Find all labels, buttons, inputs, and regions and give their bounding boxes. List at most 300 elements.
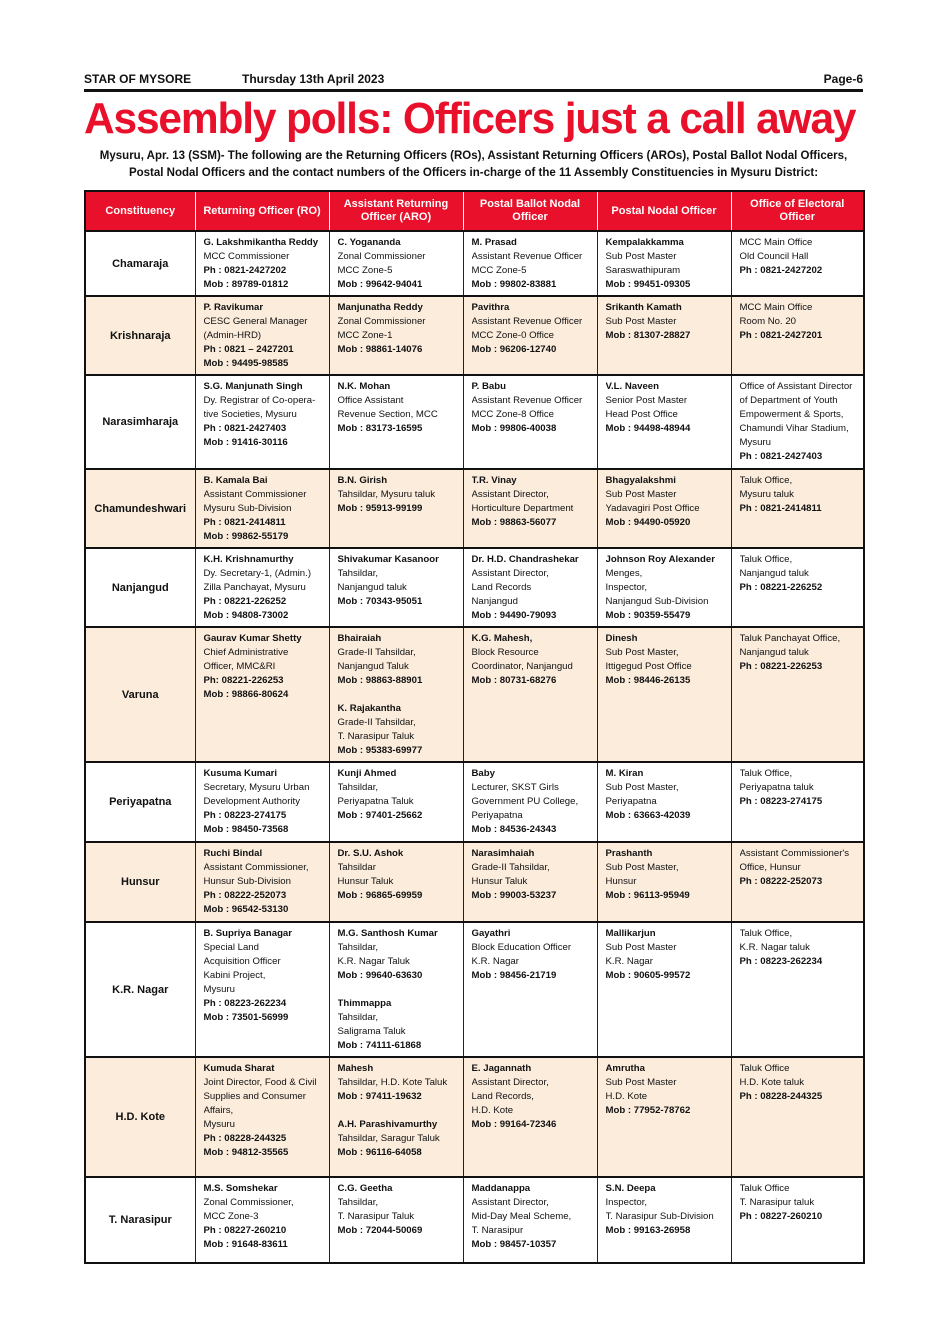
contact-number: Ph : 08222-252073 bbox=[739, 876, 823, 887]
officer-name: Pavithra bbox=[471, 302, 510, 313]
assistant-returning-officer-cell bbox=[329, 627, 463, 762]
contact-number: Mob : 96865-69959 bbox=[337, 890, 423, 901]
officer-detail: Ittigegud Post Office bbox=[605, 661, 692, 672]
officer-name: B. Supriya Banagar bbox=[203, 928, 293, 939]
contact-number: Mob : 94490-79093 bbox=[471, 610, 557, 621]
officer-detail: Zilla Panchayat, Mysuru bbox=[203, 582, 306, 593]
officer-detail: Menges, bbox=[605, 568, 643, 579]
assistant-returning-officer-cell bbox=[329, 231, 463, 296]
officer-detail: Periyapatna bbox=[605, 796, 657, 807]
officer-detail: H.D. Kote bbox=[471, 1105, 514, 1116]
table-row bbox=[85, 842, 864, 922]
officer-detail: Sub Post Master, bbox=[605, 782, 679, 793]
officer-detail: K.R. Nagar taluk bbox=[739, 942, 810, 953]
officer-detail: MCC Zone-1 bbox=[337, 330, 393, 341]
officer-detail: Horticulture Department bbox=[471, 503, 574, 514]
contact-number: Mob : 63663-42039 bbox=[605, 810, 691, 821]
officer-detail: Tahsildar, bbox=[337, 1197, 379, 1208]
contact-number: Mob : 99163-26958 bbox=[605, 1225, 691, 1236]
officer-detail: Assistant Revenue Officer bbox=[471, 395, 583, 406]
officer-entry bbox=[338, 1182, 457, 1238]
contact-number: Ph : 08221-226253 bbox=[739, 661, 823, 672]
officer-detail: Mid-Day Meal Scheme, bbox=[471, 1211, 572, 1222]
contact-number: Ph : 08227-260210 bbox=[739, 1211, 823, 1222]
officer-detail: Old Council Hall bbox=[739, 251, 809, 262]
officer-name: Amrutha bbox=[605, 1063, 645, 1074]
officer-detail: Assistant Director, bbox=[471, 1197, 549, 1208]
officer-detail: Head Post Office bbox=[605, 409, 678, 420]
officer-entry bbox=[740, 236, 858, 278]
officer-detail: Taluk Office bbox=[739, 1183, 790, 1194]
table-row bbox=[85, 231, 864, 296]
officer-detail: Periyapatna bbox=[471, 810, 523, 821]
contact-number: Ph : 0821-2427403 bbox=[203, 423, 287, 434]
officer-detail: Grade-II Tahsildar, bbox=[471, 862, 550, 873]
contact-number: Mob : 99802-83881 bbox=[471, 279, 557, 290]
officer-entry bbox=[338, 847, 457, 903]
officer-name: M. Prasad bbox=[471, 237, 517, 248]
officer-name: Mahesh bbox=[337, 1063, 374, 1074]
officer-detail: Taluk Office, bbox=[739, 768, 793, 779]
contact-number: Ph : 0821-2414811 bbox=[203, 517, 286, 528]
officer-detail: Assistant Revenue Officer bbox=[471, 316, 583, 327]
officer-detail: Assistant Director, bbox=[471, 568, 549, 579]
officer-entry bbox=[338, 236, 457, 292]
officer-entry bbox=[338, 1118, 457, 1160]
officer-entry bbox=[740, 474, 858, 516]
officer-detail: Room No. 20 bbox=[739, 316, 797, 327]
postal-nodal-officer-cell bbox=[597, 469, 731, 548]
electoral-office-cell bbox=[731, 375, 864, 469]
officer-entry bbox=[338, 380, 457, 436]
officer-detail: Affairs, bbox=[203, 1105, 234, 1116]
electoral-office-cell bbox=[731, 922, 864, 1057]
officer-detail: Taluk Panchayat Office, bbox=[739, 633, 841, 644]
officer-name: Baby bbox=[471, 768, 495, 779]
officer-entry bbox=[338, 1062, 457, 1104]
table-row bbox=[85, 922, 864, 1057]
constituency-name: Nanjangud bbox=[85, 548, 195, 627]
postal-nodal-officer-cell bbox=[597, 296, 731, 375]
contact-number: Ph : 08221-226252 bbox=[739, 582, 823, 593]
officer-entry bbox=[472, 301, 591, 357]
contact-number: Ph : 0821-2427202 bbox=[739, 265, 823, 276]
officer-detail: Senior Post Master bbox=[605, 395, 688, 406]
officer-detail: Assistant Director, bbox=[471, 1077, 549, 1088]
officer-name: Kumuda Sharat bbox=[203, 1063, 275, 1074]
officer-detail: tive Societies, Mysuru bbox=[203, 409, 297, 420]
postal-ballot-nodal-officer-cell bbox=[463, 469, 597, 548]
officer-name: A.H. Parashivamurthy bbox=[337, 1119, 438, 1130]
officer-entry bbox=[204, 380, 323, 450]
officer-entry bbox=[472, 553, 591, 623]
officer-detail: Chief Administrative bbox=[203, 647, 289, 658]
officer-name: M.G. Santhosh Kumar bbox=[337, 928, 438, 939]
returning-officer-cell bbox=[195, 296, 329, 375]
officer-detail: Officer, MMC&RI bbox=[203, 661, 276, 672]
officer-detail: Nanjangud taluk bbox=[337, 582, 407, 593]
electoral-office-cell bbox=[731, 1177, 864, 1263]
column-header-electoral-office: Office of Electoral Officer bbox=[731, 191, 864, 231]
table-body bbox=[85, 231, 864, 1263]
officer-detail: Inspector, bbox=[605, 582, 648, 593]
postal-nodal-officer-cell bbox=[597, 762, 731, 842]
officer-detail: Mysuru Sub-Division bbox=[203, 503, 292, 514]
officer-detail: MCC Zone-0 Office bbox=[471, 330, 554, 341]
electoral-office-cell bbox=[731, 1057, 864, 1177]
officer-detail: Taluk Office, bbox=[739, 554, 793, 565]
postal-nodal-officer-cell bbox=[597, 548, 731, 627]
contact-number: Ph : 0821 – 2427201 bbox=[203, 344, 294, 355]
officer-entry bbox=[338, 301, 457, 357]
officer-name: Mallikarjun bbox=[605, 928, 656, 939]
officer-detail: Sub Post Master, bbox=[605, 647, 679, 658]
contact-number: Ph : 08227-260210 bbox=[203, 1225, 287, 1236]
contact-number: Ph : 0821-2427201 bbox=[739, 330, 823, 341]
page-number: Page-6 bbox=[823, 72, 863, 86]
officer-name: Dr. H.D. Chandrashekar bbox=[471, 554, 579, 565]
officer-entry bbox=[204, 236, 323, 292]
officer-name: Prashanth bbox=[605, 848, 653, 859]
officer-detail: Office of Assistant Director bbox=[739, 381, 853, 392]
officer-detail: Assistant Commissioner bbox=[203, 489, 307, 500]
officer-entry bbox=[606, 632, 725, 688]
returning-officer-cell bbox=[195, 627, 329, 762]
officer-name: Shivakumar Kasanoor bbox=[337, 554, 439, 565]
postal-ballot-nodal-officer-cell bbox=[463, 1057, 597, 1177]
officer-detail: MCC Zone-3 bbox=[203, 1211, 259, 1222]
contact-number: Mob : 98861-14076 bbox=[337, 344, 423, 355]
officer-detail: CESC General Manager bbox=[203, 316, 308, 327]
officer-detail: Assistant Commissioner's bbox=[739, 848, 850, 859]
officer-detail: H.D. Kote bbox=[605, 1091, 648, 1102]
officer-name: C. Yogananda bbox=[337, 237, 401, 248]
postal-nodal-officer-cell bbox=[597, 375, 731, 469]
contact-number: Mob : 94495-98585 bbox=[203, 358, 289, 369]
officer-detail: Land Records bbox=[471, 582, 532, 593]
officer-detail: Zonal Commissioner, bbox=[203, 1197, 294, 1208]
contact-number: Ph : 0821-2414811 bbox=[739, 503, 822, 514]
table-row bbox=[85, 627, 864, 762]
officer-name: Dinesh bbox=[605, 633, 638, 644]
officer-detail: Saraswathipuram bbox=[605, 265, 681, 276]
postal-ballot-nodal-officer-cell bbox=[463, 627, 597, 762]
contact-number: Mob : 74111-61868 bbox=[337, 1040, 422, 1051]
postal-ballot-nodal-officer-cell bbox=[463, 548, 597, 627]
officer-detail: Grade-II Tahsildar, bbox=[337, 717, 416, 728]
returning-officer-cell bbox=[195, 922, 329, 1057]
contact-number: Mob : 99640-63630 bbox=[337, 970, 423, 981]
contact-number: Mob : 84536-24343 bbox=[471, 824, 557, 835]
officer-name: B. Kamala Bai bbox=[203, 475, 268, 486]
officer-entry bbox=[204, 927, 323, 1025]
issue-date: Thursday 13th April 2023 bbox=[242, 72, 385, 86]
officer-detail: Joint Director, Food & Civil bbox=[203, 1077, 317, 1088]
officer-detail: Coordinator, Nanjangud bbox=[471, 661, 573, 672]
contact-number: Mob : 90359-55479 bbox=[605, 610, 691, 621]
contact-number: Mob : 98450-73568 bbox=[203, 824, 289, 835]
contact-number: Mob : 73501-56999 bbox=[203, 1012, 289, 1023]
column-header-postal-nodal-officer: Postal Nodal Officer bbox=[597, 191, 731, 231]
assistant-returning-officer-cell bbox=[329, 548, 463, 627]
officer-entry bbox=[740, 380, 858, 464]
officer-detail: MCC Commissioner bbox=[203, 251, 290, 262]
postal-ballot-nodal-officer-cell bbox=[463, 296, 597, 375]
officer-name: N.K. Mohan bbox=[337, 381, 391, 392]
officer-entry bbox=[204, 767, 323, 837]
officer-entry bbox=[472, 927, 591, 983]
contact-number: Mob : 96206-12740 bbox=[471, 344, 557, 355]
officer-detail: Tahsildar, H.D. Kote Taluk bbox=[337, 1077, 448, 1088]
postal-nodal-officer-cell bbox=[597, 842, 731, 922]
officer-entry bbox=[204, 847, 323, 917]
officer-detail: Hunsur Taluk bbox=[337, 876, 394, 887]
officer-entry bbox=[472, 1062, 591, 1132]
officer-entry bbox=[472, 474, 591, 530]
constituency-name: H.D. Kote bbox=[85, 1057, 195, 1177]
officer-detail: Sub Post Master bbox=[605, 489, 677, 500]
officer-name: B.N. Girish bbox=[337, 475, 388, 486]
officer-entry bbox=[606, 474, 725, 530]
contact-number: Ph: 08221-226253 bbox=[203, 675, 284, 686]
officer-detail: Dy. Registrar of Co-opera- bbox=[203, 395, 316, 406]
officer-name: Gaurav Kumar Shetty bbox=[203, 633, 302, 644]
officer-detail: Sub Post Master bbox=[605, 942, 677, 953]
returning-officer-cell bbox=[195, 548, 329, 627]
constituency-name: Hunsur bbox=[85, 842, 195, 922]
contact-number: Ph : 08228-244325 bbox=[739, 1091, 823, 1102]
officer-detail: Tahsildar, bbox=[337, 568, 379, 579]
officer-detail: MCC Main Office bbox=[739, 237, 813, 248]
assistant-returning-officer-cell bbox=[329, 296, 463, 375]
contact-number: Mob : 97411-19632 bbox=[337, 1091, 422, 1102]
assistant-returning-officer-cell bbox=[329, 922, 463, 1057]
officer-detail: Lecturer, SKST Girls bbox=[471, 782, 559, 793]
officer-detail: Mysuru bbox=[739, 437, 771, 448]
officer-detail: Office Assistant bbox=[337, 395, 404, 406]
postal-nodal-officer-cell bbox=[597, 1057, 731, 1177]
officer-detail: T. Narasipur Taluk bbox=[337, 731, 415, 742]
officer-name: Kempalakkamma bbox=[605, 237, 684, 248]
officer-detail: Taluk Office, bbox=[739, 475, 793, 486]
officer-detail: Assistant Director, bbox=[471, 489, 549, 500]
postal-ballot-nodal-officer-cell bbox=[463, 842, 597, 922]
contact-number: Mob : 98446-26135 bbox=[605, 675, 691, 686]
returning-officer-cell bbox=[195, 762, 329, 842]
officer-entry bbox=[338, 474, 457, 516]
officer-name: P. Ravikumar bbox=[203, 302, 264, 313]
officer-entry bbox=[472, 847, 591, 903]
officer-entry bbox=[472, 767, 591, 837]
officer-detail: MCC Main Office bbox=[739, 302, 813, 313]
officer-entry bbox=[338, 553, 457, 609]
assistant-returning-officer-cell bbox=[329, 469, 463, 548]
contact-number: Mob : 96116-64058 bbox=[337, 1147, 422, 1158]
officer-entry bbox=[472, 380, 591, 436]
officer-name: K. Rajakantha bbox=[337, 703, 401, 714]
officer-detail: Chamundi Vihar Stadium, bbox=[739, 423, 849, 434]
officer-detail: Mysuru bbox=[203, 1119, 235, 1130]
contact-number: Mob : 81307-28827 bbox=[605, 330, 691, 341]
returning-officer-cell bbox=[195, 469, 329, 548]
officer-detail: Nanjangud taluk bbox=[739, 647, 809, 658]
column-header-postal-ballot-nodal-officer: Postal Ballot Nodal Officer bbox=[463, 191, 597, 231]
officer-entry bbox=[606, 1182, 725, 1238]
contact-number: Mob : 96542-53130 bbox=[203, 904, 289, 915]
assistant-returning-officer-cell bbox=[329, 1057, 463, 1177]
officer-name: M. Kiran bbox=[605, 768, 644, 779]
contact-number: Ph : 0821-2427202 bbox=[203, 265, 287, 276]
officer-detail: Mysuru taluk bbox=[739, 489, 794, 500]
postal-nodal-officer-cell bbox=[597, 627, 731, 762]
officer-entry bbox=[740, 927, 858, 969]
officer-entry bbox=[204, 553, 323, 623]
officer-entry bbox=[204, 474, 323, 544]
officer-name: K.H. Krishnamurthy bbox=[203, 554, 294, 565]
officer-entry bbox=[606, 847, 725, 903]
officer-detail: Nanjangud Sub-Division bbox=[605, 596, 709, 607]
contact-number: Mob : 98866-80624 bbox=[203, 689, 289, 700]
contact-number: Ph : 08221-226252 bbox=[203, 596, 287, 607]
officer-entry bbox=[606, 1062, 725, 1118]
constituency-name: Chamundeshwari bbox=[85, 469, 195, 548]
officer-detail: Block Education Officer bbox=[471, 942, 572, 953]
officer-detail: Dy. Secretary-1, (Admin.) bbox=[203, 568, 312, 579]
officer-entry bbox=[740, 1182, 858, 1224]
returning-officer-cell bbox=[195, 1057, 329, 1177]
officer-entry bbox=[606, 236, 725, 292]
contact-number: Ph : 08223-274175 bbox=[739, 796, 823, 807]
officer-detail: K.R. Nagar bbox=[471, 956, 519, 967]
officer-entry bbox=[740, 632, 858, 674]
officer-entry bbox=[740, 847, 858, 889]
postal-ballot-nodal-officer-cell bbox=[463, 1177, 597, 1263]
officer-detail: Special Land bbox=[203, 942, 259, 953]
contact-number: Mob : 97401-25662 bbox=[337, 810, 423, 821]
contact-number: Mob : 98457-10357 bbox=[471, 1239, 557, 1250]
electoral-office-cell bbox=[731, 762, 864, 842]
postal-nodal-officer-cell bbox=[597, 922, 731, 1057]
officer-entry bbox=[204, 632, 323, 702]
constituency-name: Krishnaraja bbox=[85, 296, 195, 375]
officer-name: Ruchi Bindal bbox=[203, 848, 263, 859]
officer-detail: Periyapatna Taluk bbox=[337, 796, 414, 807]
officer-detail: Assistant Revenue Officer bbox=[471, 251, 583, 262]
officer-name: E. Jagannath bbox=[471, 1063, 532, 1074]
officer-detail: Tahsildar, bbox=[337, 1012, 379, 1023]
officer-name: Gayathri bbox=[471, 928, 511, 939]
electoral-office-cell bbox=[731, 548, 864, 627]
table-row bbox=[85, 1177, 864, 1263]
officer-detail: Tahsildar, bbox=[337, 782, 379, 793]
contact-number: Mob : 80731-68276 bbox=[471, 675, 557, 686]
contact-number: Mob : 99451-09305 bbox=[605, 279, 691, 290]
officer-detail: Zonal Commissioner bbox=[337, 316, 426, 327]
officer-detail: T. Narasipur bbox=[471, 1225, 524, 1236]
contact-number: Mob : 70343-95051 bbox=[337, 596, 423, 607]
postal-nodal-officer-cell bbox=[597, 231, 731, 296]
officer-name: V.L. Naveen bbox=[605, 381, 660, 392]
constituency-name: K.R. Nagar bbox=[85, 922, 195, 1057]
officer-entry bbox=[472, 236, 591, 292]
officer-name: C.G. Geetha bbox=[337, 1183, 393, 1194]
contact-number: Mob : 94808-73002 bbox=[203, 610, 289, 621]
officer-detail: Revenue Section, MCC bbox=[337, 409, 438, 420]
contact-number: Ph : 08223-274175 bbox=[203, 810, 287, 821]
table-row bbox=[85, 762, 864, 842]
contact-number: Mob : 90605-99572 bbox=[605, 970, 691, 981]
contact-number: Mob : 99862-55179 bbox=[203, 531, 289, 542]
officer-detail: Tahsildar bbox=[337, 862, 376, 873]
contact-number: Ph : 08223-262234 bbox=[739, 956, 823, 967]
constituency-name: T. Narasipur bbox=[85, 1177, 195, 1263]
officer-name: Manjunatha Reddy bbox=[337, 302, 423, 313]
officer-detail: Office, Hunsur bbox=[739, 862, 801, 873]
officer-detail: (Admin-HRD) bbox=[203, 330, 262, 341]
masthead bbox=[84, 72, 863, 89]
officer-detail: Hunsur Taluk bbox=[471, 876, 528, 887]
officer-name: M.S. Somshekar bbox=[203, 1183, 278, 1194]
electoral-office-cell bbox=[731, 842, 864, 922]
contact-number: Mob : 83173-16595 bbox=[337, 423, 423, 434]
officer-entry bbox=[606, 553, 725, 623]
officer-detail: Sub Post Master, bbox=[605, 862, 679, 873]
officer-detail: Hunsur Sub-Division bbox=[203, 876, 291, 887]
officer-detail: T. Narasipur taluk bbox=[739, 1197, 815, 1208]
officer-detail: Nanjangud Taluk bbox=[337, 661, 409, 672]
officer-detail: of Department of Youth bbox=[739, 395, 838, 406]
officer-detail: Zonal Commissioner bbox=[337, 251, 426, 262]
contact-number: Mob : 89789-01812 bbox=[203, 279, 289, 290]
returning-officer-cell bbox=[195, 842, 329, 922]
contact-number: Mob : 94490-05920 bbox=[605, 517, 691, 528]
electoral-office-cell bbox=[731, 231, 864, 296]
officer-entry bbox=[338, 702, 457, 758]
contact-number: Mob : 99642-94041 bbox=[337, 279, 423, 290]
column-header-assistant-returning-officer: Assistant Returning Officer (ARO) bbox=[329, 191, 463, 231]
officer-entry bbox=[204, 1062, 323, 1160]
officer-name: T.R. Vinay bbox=[471, 475, 517, 486]
table-row bbox=[85, 1057, 864, 1177]
officer-detail: Sub Post Master bbox=[605, 1077, 677, 1088]
contact-number: Mob : 91648-83611 bbox=[203, 1239, 288, 1250]
officer-entry bbox=[606, 380, 725, 436]
column-header-constituency: Constituency bbox=[85, 191, 195, 231]
contact-number: Ph : 08223-262234 bbox=[203, 998, 287, 1009]
officer-detail: Periyapatna taluk bbox=[739, 782, 814, 793]
officer-name: S.G. Manjunath Singh bbox=[203, 381, 303, 392]
officer-entry bbox=[204, 301, 323, 371]
officer-entry bbox=[204, 1182, 323, 1252]
officer-entry bbox=[740, 301, 858, 343]
officer-detail: Assistant Commissioner, bbox=[203, 862, 309, 873]
officer-detail: T. Narasipur Taluk bbox=[337, 1211, 415, 1222]
contact-number: Mob : 91416-30116 bbox=[203, 437, 288, 448]
officer-entry bbox=[606, 301, 725, 343]
officer-name: K.G. Mahesh, bbox=[471, 633, 533, 644]
returning-officer-cell bbox=[195, 1177, 329, 1263]
officer-detail: Nanjangud bbox=[471, 596, 518, 607]
officer-detail: Saligrama Taluk bbox=[337, 1026, 406, 1037]
table-row bbox=[85, 296, 864, 375]
assistant-returning-officer-cell bbox=[329, 762, 463, 842]
officer-entry bbox=[472, 1182, 591, 1252]
contact-number: Mob : 95913-99199 bbox=[337, 503, 423, 514]
officer-detail: MCC Zone-8 Office bbox=[471, 409, 554, 420]
contact-number: Mob : 99164-72346 bbox=[471, 1119, 557, 1130]
officer-name: S.N. Deepa bbox=[605, 1183, 656, 1194]
officer-name: Maddanappa bbox=[471, 1183, 531, 1194]
